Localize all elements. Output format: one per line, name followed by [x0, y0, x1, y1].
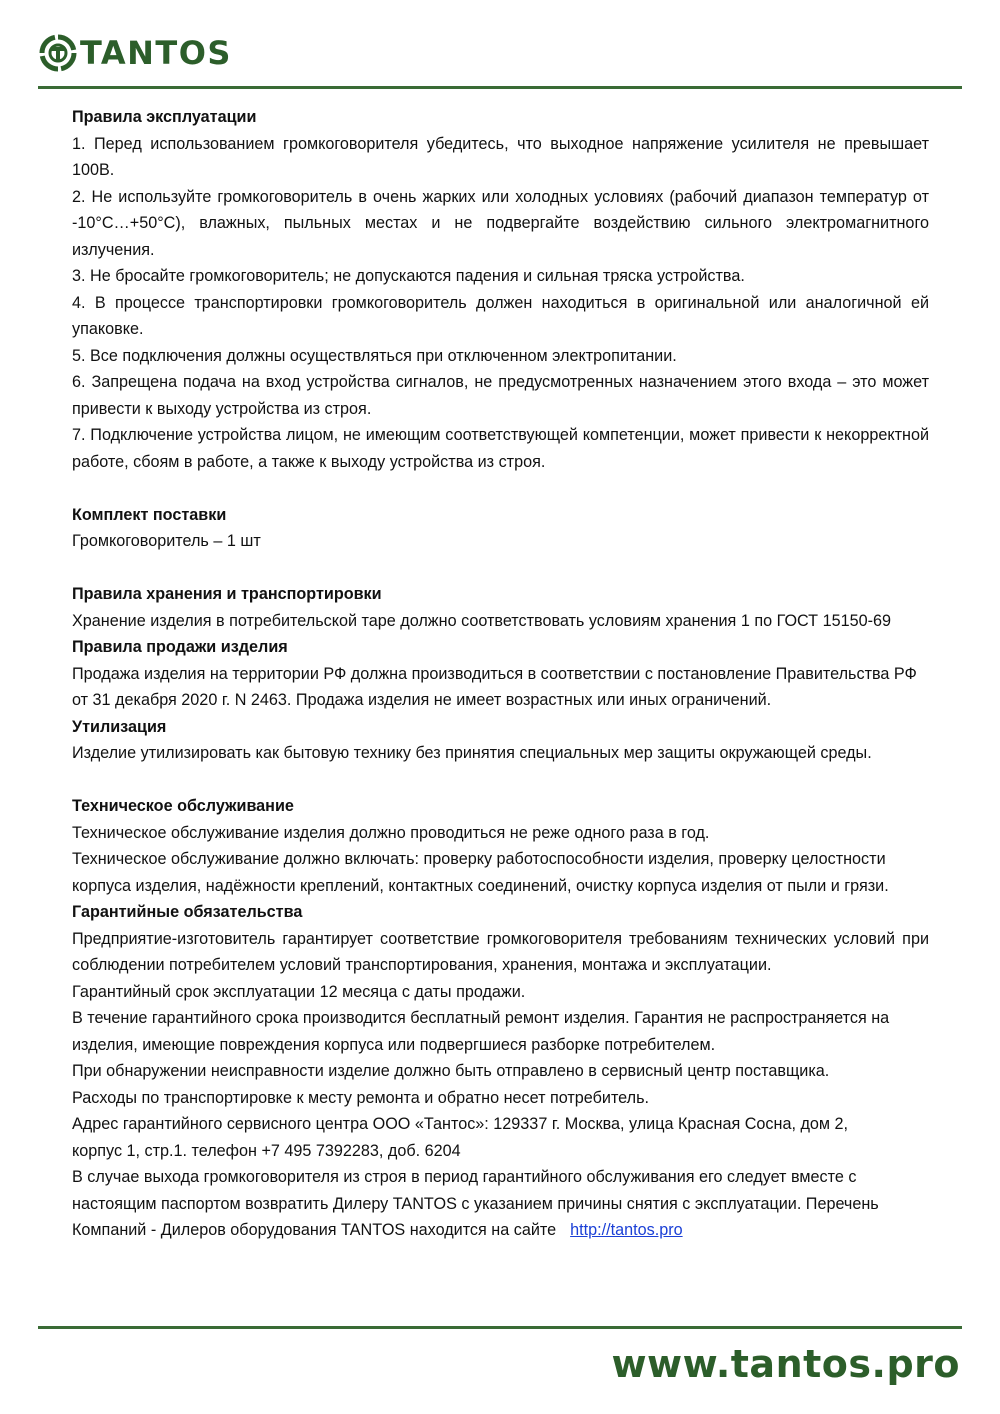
warranty-line: Адрес гарантийного сервисного центра ООО «Тантос»: 129337 г. Москва, улица Красная Сосна, дом 2,: [72, 1115, 849, 1133]
warranty-line: корпус 1, стр.1. телефон +7 495 7392283, доб. 6204: [72, 1141, 461, 1160]
header: [38, 28, 232, 78]
operation-item: 3. Не бросайте громкоговоритель; не допускаются падения и сильная тряска устройства.: [72, 267, 745, 285]
operation-item: 6. Запрещена подача на вход устройства сигналов, не предусмотренных назначением этого входа – это может привести к выходу устройства из строя.: [72, 373, 929, 418]
document-body: [72, 104, 929, 1244]
warranty-final: [72, 1164, 929, 1244]
operation-item: 4. В процессе транспортировки громкоговоритель должен находиться в оригинальной или аналогичной ей упаковке.: [72, 293, 929, 338]
tantos-logo-icon: [38, 33, 78, 73]
warranty-line: При обнаружении неисправности изделие должно быть отправлено в сервисный центр поставщика.: [72, 1062, 830, 1080]
footer-url: www.tantos.pro: [611, 1342, 960, 1386]
footer-divider: [38, 1326, 962, 1329]
section-title-kit: Комплект поставки: [72, 505, 227, 524]
operation-item: 5. Все подключения должны осуществляться при отключенном электропитании.: [72, 346, 677, 365]
dealers-link[interactable]: http://tantos.pro: [570, 1221, 683, 1239]
maintenance-line: Техническое обслуживание изделия должно проводиться не реже одного раза в год.: [72, 823, 710, 842]
storage-text: Хранение изделия в потребительской таре должно соответствовать условиям хранения 1 по ГОСТ 15150-69: [72, 611, 891, 630]
kit-text: Громкоговоритель – 1 шт: [72, 532, 261, 550]
section-title-sale: Правила продажи изделия: [72, 638, 288, 656]
operation-item: 7. Подключение устройства лицом, не имеющим соответствующей компетенции, может привести к некорректной работе, сбоям в работе, а также к выходу устройства из строя.: [72, 426, 929, 471]
warranty-line: Гарантийный срок эксплуатации 12 месяца с даты продажи.: [72, 982, 526, 1001]
warranty-line: Предприятие-изготовитель гарантирует соответствие громкоговорителя требованиям технических условий при соблюдении потребителем условий транспортирования, хранения, монтажа и эксплуатации.: [72, 929, 929, 974]
section-title-storage: Правила хранения и транспортировки: [72, 585, 382, 603]
section-title-maintenance: Техническое обслуживание: [72, 797, 294, 815]
operation-item: 1. Перед использованием громкоговорителя убедитесь, что выходное напряжение усилителя не превышает 100В.: [72, 134, 929, 179]
operation-item: 2. Не используйте громкоговоритель в очень жарких или холодных условиях (рабочий диапазон температур от -10°С…+50°С), влажных, пыльных местах и не подвергайте воздействию сильного электромагнитного излучения.: [72, 187, 929, 259]
section-title-warranty: Гарантийные обязательства: [72, 903, 303, 921]
warranty-final-text: В случае выхода громкоговорителя из строя в период гарантийного обслуживания его следует вместе с настоящим паспортом возвратить Дилеру TANTOS с указанием причины снятия с эксплуатации. Перечень Компаний - Дилеров оборудования TANTOS находится на сайте: [72, 1168, 879, 1239]
header-divider: [38, 86, 962, 89]
maintenance-line: Техническое обслуживание должно включать: проверку работоспособности изделия, проверку целостности корпуса изделия, надёжности креплений, контактных соединений, очистку корпуса изделия от пыли и грязи.: [72, 850, 889, 895]
warranty-line: Расходы по транспортировке к месту ремонта и обратно несет потребитель.: [72, 1088, 650, 1107]
sale-text: Продажа изделия на территории РФ должна производиться в соответствии с постановление Правительства РФ от 31 декабря 2020 г. N 2463. Продажа изделия не имеет возрастных или иных ограничений.: [72, 664, 917, 709]
disposal-text: Изделие утилизировать как бытовую технику без принятия специальных мер защиты окружающей среды.: [72, 744, 872, 762]
logo-text: TANTOS: [80, 34, 232, 72]
section-title-disposal: Утилизация: [72, 717, 167, 736]
section-title-operation: Правила эксплуатации: [72, 108, 257, 126]
warranty-line: В течение гарантийного срока производится бесплатный ремонт изделия. Гарантия не распространяется на изделия, имеющие повреждения корпуса или подвергшиеся разборке потребителем.: [72, 1009, 890, 1054]
